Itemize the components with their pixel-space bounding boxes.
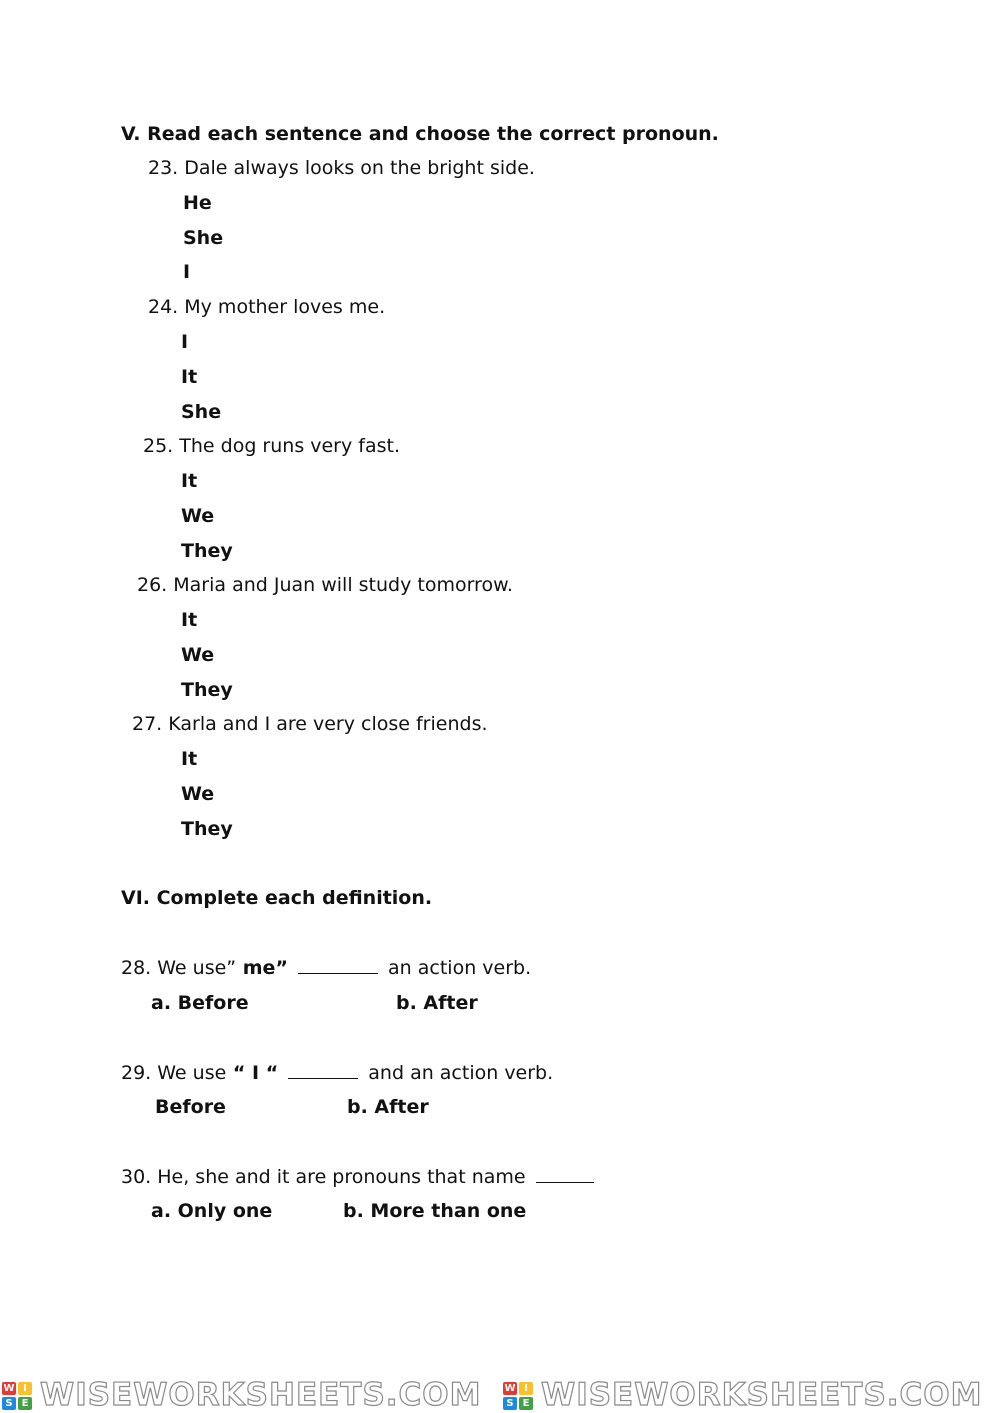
option-23-1[interactable]: He bbox=[183, 192, 212, 214]
option-30-b[interactable]: b. More than one bbox=[343, 1200, 527, 1222]
section-6-heading: VI. Complete each definition. bbox=[121, 887, 433, 909]
question-28-prefix: 28. We use” bbox=[121, 957, 237, 979]
question-30 bbox=[121, 1165, 598, 1188]
question-25: 25. The dog runs very fast. bbox=[143, 435, 401, 457]
option-30-a[interactable]: a. Only one bbox=[151, 1200, 273, 1222]
question-26: 26. Maria and Juan will study tomorrow. bbox=[137, 574, 513, 596]
brand-logo-2 bbox=[503, 1378, 999, 1412]
block-w: W bbox=[504, 1383, 516, 1394]
question-29-suffix: and an action verb. bbox=[368, 1062, 554, 1084]
option-26-3[interactable]: They bbox=[181, 679, 233, 701]
block-e: E bbox=[18, 1397, 32, 1410]
block-s: S bbox=[2, 1397, 16, 1410]
option-23-2[interactable]: She bbox=[183, 227, 224, 249]
option-25-1[interactable]: It bbox=[181, 470, 198, 492]
question-29 bbox=[121, 1061, 553, 1084]
answer-blank-30[interactable] bbox=[536, 1165, 594, 1183]
option-24-2[interactable]: It bbox=[181, 366, 198, 388]
option-27-1[interactable]: It bbox=[181, 748, 198, 770]
question-27: 27. Karla and I are very close friends. bbox=[132, 713, 488, 735]
footer-watermark bbox=[0, 1376, 1000, 1413]
brand-text: WISEWORKSHEETS.COM bbox=[541, 1377, 983, 1413]
question-28-bold: me” bbox=[236, 957, 288, 979]
block-e: E bbox=[519, 1397, 533, 1410]
option-26-2[interactable]: We bbox=[181, 644, 215, 666]
brand-blocks-icon bbox=[2, 1382, 36, 1412]
question-28 bbox=[121, 956, 531, 979]
option-28-b[interactable]: b. After bbox=[396, 992, 478, 1014]
brand-text: WISEWORKSHEETS.COM bbox=[40, 1377, 482, 1413]
option-29-b[interactable]: b. After bbox=[347, 1096, 429, 1118]
block-i: I bbox=[18, 1382, 32, 1395]
option-27-3[interactable]: They bbox=[181, 818, 233, 840]
brand-blocks-icon bbox=[503, 1382, 537, 1412]
block-w: W bbox=[3, 1383, 15, 1394]
answer-blank-28[interactable] bbox=[298, 956, 378, 974]
option-29-a[interactable]: Before bbox=[155, 1096, 226, 1118]
option-28-a[interactable]: a. Before bbox=[151, 992, 249, 1014]
option-27-2[interactable]: We bbox=[181, 783, 215, 805]
option-26-1[interactable]: It bbox=[181, 609, 198, 631]
question-24: 24. My mother loves me. bbox=[148, 296, 386, 318]
brand-logo-1 bbox=[2, 1378, 498, 1412]
question-28-suffix: an action verb. bbox=[388, 957, 532, 979]
option-24-1[interactable]: I bbox=[181, 331, 189, 353]
option-25-2[interactable]: We bbox=[181, 505, 215, 527]
answer-blank-29[interactable] bbox=[288, 1061, 358, 1079]
option-24-3[interactable]: She bbox=[181, 401, 222, 423]
option-23-3[interactable]: I bbox=[183, 261, 191, 283]
question-29-bold: “ I “ bbox=[226, 1062, 279, 1084]
section-5-heading: V. Read each sentence and choose the correct pronoun. bbox=[121, 123, 719, 145]
question-29-prefix: 29. We use bbox=[121, 1062, 227, 1084]
option-25-3[interactable]: They bbox=[181, 540, 233, 562]
question-30-prefix: 30. He, she and it are pronouns that name bbox=[121, 1166, 526, 1188]
block-i: I bbox=[519, 1382, 533, 1395]
block-s: S bbox=[503, 1397, 517, 1410]
question-23: 23. Dale always looks on the bright side. bbox=[148, 157, 535, 179]
